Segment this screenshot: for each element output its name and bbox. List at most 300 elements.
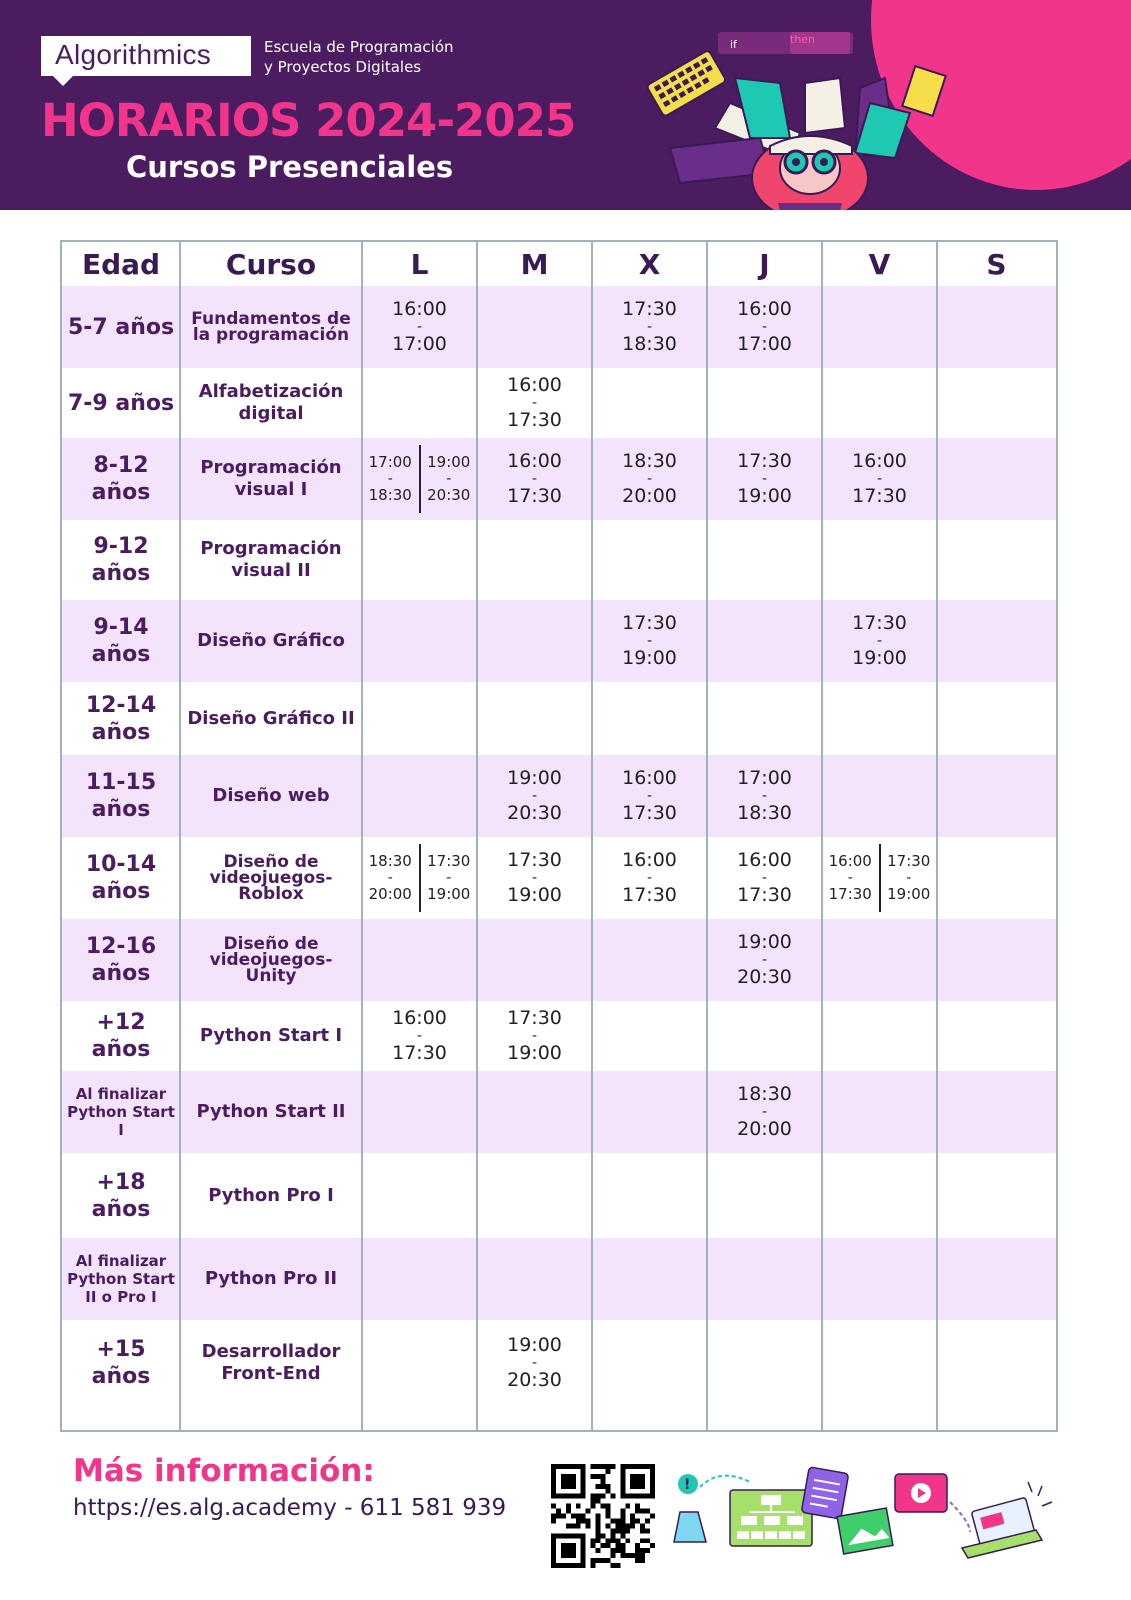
start-time: 16:00 xyxy=(737,298,792,320)
course-cell: Desarrollador Front-End xyxy=(201,1341,341,1384)
schedule-cell-L xyxy=(362,600,477,682)
qr-module xyxy=(630,1514,635,1519)
table-row xyxy=(62,286,1056,368)
column-header: M xyxy=(520,247,549,281)
qr-module xyxy=(645,1548,650,1553)
table-row xyxy=(62,1071,1056,1153)
end-time: 19:00 xyxy=(852,647,907,669)
qr-module xyxy=(601,1484,606,1489)
qr-module xyxy=(635,1548,640,1553)
schedule-cell-L xyxy=(362,919,477,1001)
qr-module xyxy=(596,1514,601,1519)
start-time: 16:00 xyxy=(392,1007,447,1029)
schedule-cell-L xyxy=(362,438,477,520)
qr-module xyxy=(645,1538,650,1543)
start-time: 19:00 xyxy=(737,931,792,953)
age-cell: 10-14 años xyxy=(85,852,157,904)
schedule-cell-V xyxy=(822,919,937,1001)
qr-module xyxy=(605,1484,610,1489)
qr-module xyxy=(596,1528,601,1533)
schedule-cell-V xyxy=(822,368,937,438)
tagline xyxy=(264,37,454,77)
column-divider xyxy=(821,242,823,1430)
qr-module xyxy=(640,1509,645,1514)
qr-module xyxy=(605,1514,610,1519)
time-separator: - xyxy=(387,471,393,487)
character-illustration xyxy=(640,8,980,210)
end-time: 20:30 xyxy=(737,966,792,988)
schedule-cell-S xyxy=(937,520,1056,600)
time-slot xyxy=(737,932,792,988)
schedule-cell-J xyxy=(707,286,822,368)
qr-module xyxy=(596,1484,601,1489)
time-slot-half xyxy=(362,453,419,505)
start-time: 17:00 xyxy=(737,767,792,789)
qr-module xyxy=(605,1464,610,1469)
qr-module xyxy=(630,1474,645,1489)
schedule-cell-V xyxy=(822,600,937,682)
end-time: 19:00 xyxy=(887,885,931,903)
schedule-cell-X xyxy=(592,520,707,600)
qr-module xyxy=(586,1509,591,1514)
schedule-cell-S xyxy=(937,1238,1056,1320)
sparkle-icon xyxy=(1028,1482,1052,1506)
end-time: 17:30 xyxy=(507,409,562,431)
time-separator: - xyxy=(531,870,538,886)
qr-module xyxy=(591,1538,596,1543)
start-time: 17:30 xyxy=(622,298,677,320)
qr-module xyxy=(650,1543,655,1548)
schedule-cell-X xyxy=(592,1238,707,1320)
qr-module xyxy=(640,1548,645,1553)
time-separator: - xyxy=(646,870,653,886)
tagline-line-1: Escuela de Programación xyxy=(264,38,454,56)
qr-module xyxy=(615,1563,620,1568)
schedule-cell-J xyxy=(707,1001,822,1071)
schedule-cell-M xyxy=(477,368,592,438)
schedule-cell-J xyxy=(707,837,822,919)
schedule-cell-V xyxy=(822,520,937,600)
schedule-cell-M xyxy=(477,837,592,919)
time-slot xyxy=(737,768,792,824)
column-divider xyxy=(936,242,938,1430)
end-time: 18:30 xyxy=(737,802,792,824)
time-slot xyxy=(507,850,562,906)
schedule-cell-S xyxy=(937,286,1056,368)
qr-module xyxy=(645,1518,650,1523)
qr-module xyxy=(620,1523,625,1528)
schedule-cell-V xyxy=(822,1071,937,1153)
contact-info[interactable]: https://es.alg.academy - 611 581 939 xyxy=(73,1495,507,1521)
qr-module xyxy=(610,1518,615,1523)
qr-module xyxy=(620,1533,625,1538)
age-cell: 12-16 años xyxy=(85,934,157,986)
qr-module xyxy=(610,1538,615,1543)
time-separator: - xyxy=(761,319,768,335)
time-slot-half xyxy=(881,852,938,904)
age-cell: 8-12 años xyxy=(91,453,151,505)
age-cell: 11-15 años xyxy=(85,770,157,822)
end-time: 20:30 xyxy=(507,1369,562,1391)
schedule-cell-V xyxy=(822,1001,937,1071)
qr-module xyxy=(635,1518,640,1523)
svg-text:!: ! xyxy=(684,1477,691,1493)
time-separator: - xyxy=(761,471,768,487)
qr-module xyxy=(645,1509,650,1514)
schedule-cell-S xyxy=(937,438,1056,520)
schedule-cell-S xyxy=(937,1320,1056,1406)
schedule-cell-J xyxy=(707,682,822,755)
document-icon xyxy=(801,1467,848,1519)
schedule-cell-M xyxy=(477,286,592,368)
schedule-cell-S xyxy=(937,1071,1056,1153)
logo xyxy=(41,36,251,76)
qr-module xyxy=(591,1504,596,1509)
schedule-cell-V xyxy=(822,438,937,520)
schedule-cell-S xyxy=(937,1153,1056,1238)
qr-module xyxy=(561,1474,576,1489)
age-cell: Al finalizar Python Start I xyxy=(67,1085,175,1139)
qr-module xyxy=(640,1558,645,1563)
qr-code[interactable] xyxy=(551,1464,655,1568)
start-time: 17:30 xyxy=(622,612,677,634)
schedule-table xyxy=(60,240,1058,1432)
qr-module xyxy=(601,1464,606,1469)
end-time: 19:00 xyxy=(507,884,562,906)
start-time: 16:00 xyxy=(852,450,907,472)
qr-module xyxy=(551,1504,556,1509)
time-separator: - xyxy=(876,633,883,649)
tagline-line-2: y Proyectos Digitales xyxy=(264,58,422,76)
logo-text: Algorithmics xyxy=(55,39,212,70)
schedule-cell-X xyxy=(592,1071,707,1153)
schedule-cell-M xyxy=(477,600,592,682)
time-slot xyxy=(622,850,677,906)
schedule-cell-J xyxy=(707,1320,822,1406)
qr-module xyxy=(586,1518,591,1523)
schedule-cell-L xyxy=(362,1320,477,1406)
time-separator: - xyxy=(531,788,538,804)
schedule-cell-S xyxy=(937,1001,1056,1071)
qr-module xyxy=(605,1558,610,1563)
arm-shape xyxy=(805,78,845,133)
end-time: 17:30 xyxy=(828,885,872,903)
schedule-cell-X xyxy=(592,1001,707,1071)
column-header: Edad xyxy=(81,247,161,281)
qr-module xyxy=(625,1553,630,1558)
qr-module xyxy=(635,1558,640,1563)
qr-module xyxy=(620,1518,625,1523)
end-time: 17:30 xyxy=(852,485,907,507)
qr-module xyxy=(596,1499,601,1504)
qr-module xyxy=(571,1523,576,1528)
qr-module xyxy=(605,1489,610,1494)
age-cell: 12-14 años xyxy=(85,692,157,745)
qr-module xyxy=(561,1514,566,1519)
course-cell: Diseño Gráfico xyxy=(197,630,345,651)
qr-module xyxy=(605,1504,610,1509)
time-separator: - xyxy=(761,870,768,886)
schedule-cell-X xyxy=(592,368,707,438)
qr-module xyxy=(605,1509,610,1514)
schedule-cell-V xyxy=(822,755,937,837)
time-slot-half xyxy=(421,453,478,505)
time-separator: - xyxy=(761,788,768,804)
time-slot xyxy=(507,768,562,824)
age-cell: +18 años xyxy=(91,1169,151,1222)
dashed-path xyxy=(700,1476,750,1487)
end-time: 19:00 xyxy=(507,1042,562,1064)
more-info-heading: Más información: xyxy=(73,1453,375,1489)
age-cell: +15 años xyxy=(91,1337,151,1389)
schedule-cell-S xyxy=(937,755,1056,837)
course-cell: Programación visual I xyxy=(200,457,342,500)
schedule-cell-M xyxy=(477,1001,592,1071)
qr-module xyxy=(620,1548,625,1553)
schedule-cell-L xyxy=(362,1238,477,1320)
end-time: 17:30 xyxy=(737,884,792,906)
column-header: V xyxy=(868,247,891,281)
schedule-cell-X xyxy=(592,600,707,682)
schedule-cell-J xyxy=(707,919,822,1001)
qr-module xyxy=(630,1518,635,1523)
schedule-cell-X xyxy=(592,837,707,919)
qr-module xyxy=(566,1509,571,1514)
time-slot xyxy=(737,850,792,906)
course-cell: Python Pro II xyxy=(204,1268,338,1289)
qr-module xyxy=(566,1504,571,1509)
start-time: 19:00 xyxy=(427,453,471,471)
qr-module xyxy=(601,1533,606,1538)
qr-module xyxy=(551,1518,556,1523)
table-row xyxy=(62,1238,1056,1320)
end-time: 20:00 xyxy=(368,885,412,903)
column-divider xyxy=(476,242,478,1430)
start-time: 16:00 xyxy=(828,852,872,870)
schedule-cell-X xyxy=(592,682,707,755)
time-slot xyxy=(622,299,677,355)
end-time: 20:30 xyxy=(507,802,562,824)
course-cell: Python Start II xyxy=(196,1101,346,1122)
schedule-cell-J xyxy=(707,1238,822,1320)
qr-module xyxy=(601,1504,606,1509)
start-time: 16:00 xyxy=(507,450,562,472)
qr-module xyxy=(615,1543,620,1548)
qr-module xyxy=(650,1514,655,1519)
time-slot xyxy=(852,451,907,507)
schedule-cell-V xyxy=(822,286,937,368)
schedule-cell-V xyxy=(822,1320,937,1406)
eye-shape xyxy=(792,158,800,166)
time-separator: - xyxy=(646,471,653,487)
start-time: 17:30 xyxy=(737,450,792,472)
table-row xyxy=(62,682,1056,755)
qr-module xyxy=(581,1514,586,1519)
schedule-cell-X xyxy=(592,755,707,837)
time-slot xyxy=(737,1084,792,1140)
eye-shape xyxy=(820,158,828,166)
course-cell: Python Start I xyxy=(199,1025,343,1046)
start-time: 16:00 xyxy=(622,849,677,871)
schedule-cell-S xyxy=(937,837,1056,919)
schedule-cell-J xyxy=(707,1153,822,1238)
schedule-cell-M xyxy=(477,520,592,600)
age-cell: Al finalizar Python Start II o Pro I xyxy=(67,1252,175,1306)
qr-module xyxy=(635,1509,640,1514)
qr-module xyxy=(610,1563,615,1568)
time-slot xyxy=(507,375,562,431)
qr-module xyxy=(630,1523,635,1528)
qr-module xyxy=(635,1504,640,1509)
qr-module xyxy=(640,1538,645,1543)
qr-module xyxy=(645,1528,650,1533)
qr-module xyxy=(596,1533,601,1538)
schedule-cell-M xyxy=(477,682,592,755)
time-slot xyxy=(507,1335,562,1391)
split-time-slots xyxy=(362,837,477,919)
time-slot xyxy=(829,852,872,904)
qr-module xyxy=(591,1474,596,1479)
schedule-cell-X xyxy=(592,1153,707,1238)
qr-module xyxy=(596,1464,601,1469)
time-separator: - xyxy=(387,870,393,886)
column-header: Curso xyxy=(225,247,317,281)
qr-module xyxy=(596,1548,601,1553)
qr-module xyxy=(635,1553,640,1558)
qr-module xyxy=(615,1523,620,1528)
table-row xyxy=(62,1001,1056,1071)
time-slot xyxy=(427,852,470,904)
course-cell: Diseño web xyxy=(212,785,330,806)
schedule-cell-X xyxy=(592,438,707,520)
then-label: then xyxy=(790,33,816,46)
schedule-cell-L xyxy=(362,1153,477,1238)
qr-module xyxy=(591,1464,596,1469)
schedule-cell-L xyxy=(362,520,477,600)
schedule-cell-L xyxy=(362,837,477,919)
column-header: X xyxy=(638,247,661,281)
age-cell: 9-14 años xyxy=(91,615,151,667)
time-slot xyxy=(622,451,677,507)
qr-module xyxy=(591,1543,596,1548)
qr-module xyxy=(591,1563,596,1568)
qr-module xyxy=(601,1479,606,1484)
table-row xyxy=(62,1153,1056,1238)
qr-module xyxy=(625,1538,630,1543)
qr-module xyxy=(605,1469,610,1474)
course-cell: Diseño de videojuegos-Unity xyxy=(209,934,333,986)
end-time: 17:30 xyxy=(507,485,562,507)
qr-module xyxy=(610,1533,615,1538)
time-slot xyxy=(369,852,412,904)
schedule-cell-J xyxy=(707,600,822,682)
schedule-cell-S xyxy=(937,600,1056,682)
qr-module xyxy=(620,1528,625,1533)
if-label: if xyxy=(730,38,737,51)
schedule-cell-J xyxy=(707,438,822,520)
schedule-cell-L xyxy=(362,368,477,438)
qr-module xyxy=(596,1523,601,1528)
schedule-cell-J xyxy=(707,368,822,438)
time-separator: - xyxy=(416,1028,423,1044)
schedule-cell-M xyxy=(477,438,592,520)
start-time: 19:00 xyxy=(507,767,562,789)
time-slot xyxy=(507,1008,562,1064)
end-time: 20:00 xyxy=(737,1118,792,1140)
qr-module xyxy=(596,1538,601,1543)
qr-module xyxy=(566,1523,571,1528)
qr-module xyxy=(615,1538,620,1543)
dashed-path xyxy=(950,1502,970,1532)
qr-module xyxy=(556,1514,561,1519)
schedule-cell-M xyxy=(477,755,592,837)
time-slot xyxy=(737,451,792,507)
time-separator: - xyxy=(531,1028,538,1044)
time-separator: - xyxy=(646,788,653,804)
end-time: 17:00 xyxy=(392,333,447,355)
schedule-cell-S xyxy=(937,919,1056,1001)
column-divider xyxy=(179,242,181,1430)
schedule-cell-M xyxy=(477,1320,592,1406)
table-row xyxy=(62,755,1056,837)
schedule-cell-V xyxy=(822,837,937,919)
qr-module xyxy=(615,1518,620,1523)
qr-module xyxy=(625,1523,630,1528)
end-time: 17:00 xyxy=(737,333,792,355)
header-banner xyxy=(0,0,1131,210)
qr-module xyxy=(556,1509,561,1514)
time-separator: - xyxy=(446,471,452,487)
course-cell: Alfabetización digital xyxy=(198,381,344,424)
qr-module xyxy=(625,1504,630,1509)
end-time: 18:30 xyxy=(622,333,677,355)
start-time: 19:00 xyxy=(507,1334,562,1356)
course-cell: Python Pro I xyxy=(208,1184,334,1206)
schedule-cell-J xyxy=(707,755,822,837)
time-slot xyxy=(852,613,907,669)
start-time: 17:00 xyxy=(368,453,412,471)
time-slot xyxy=(392,1008,447,1064)
start-time: 16:00 xyxy=(622,767,677,789)
qr-module xyxy=(571,1514,576,1519)
qr-module xyxy=(640,1523,645,1528)
qr-module xyxy=(615,1548,620,1553)
schedule-cell-X xyxy=(592,1320,707,1406)
start-time: 16:00 xyxy=(737,849,792,871)
end-time: 20:00 xyxy=(622,485,677,507)
time-separator: - xyxy=(446,870,452,886)
qr-module xyxy=(610,1494,615,1499)
time-separator: - xyxy=(646,319,653,335)
qr-module xyxy=(591,1494,596,1499)
footer-illustration xyxy=(670,1462,1070,1572)
end-time: 18:30 xyxy=(368,486,412,504)
table-row xyxy=(62,368,1056,438)
schedule-cell-M xyxy=(477,1153,592,1238)
qr-module xyxy=(596,1474,601,1479)
schedule-cell-M xyxy=(477,919,592,1001)
table-row xyxy=(62,438,1056,520)
time-separator: - xyxy=(761,952,768,968)
qr-module xyxy=(610,1464,615,1469)
warning-character-icon xyxy=(674,1474,706,1542)
qr-module xyxy=(596,1518,601,1523)
qr-module xyxy=(635,1543,640,1548)
split-time-slots xyxy=(362,438,477,520)
time-slot xyxy=(622,613,677,669)
qr-module xyxy=(610,1553,615,1558)
end-time: 17:30 xyxy=(392,1042,447,1064)
